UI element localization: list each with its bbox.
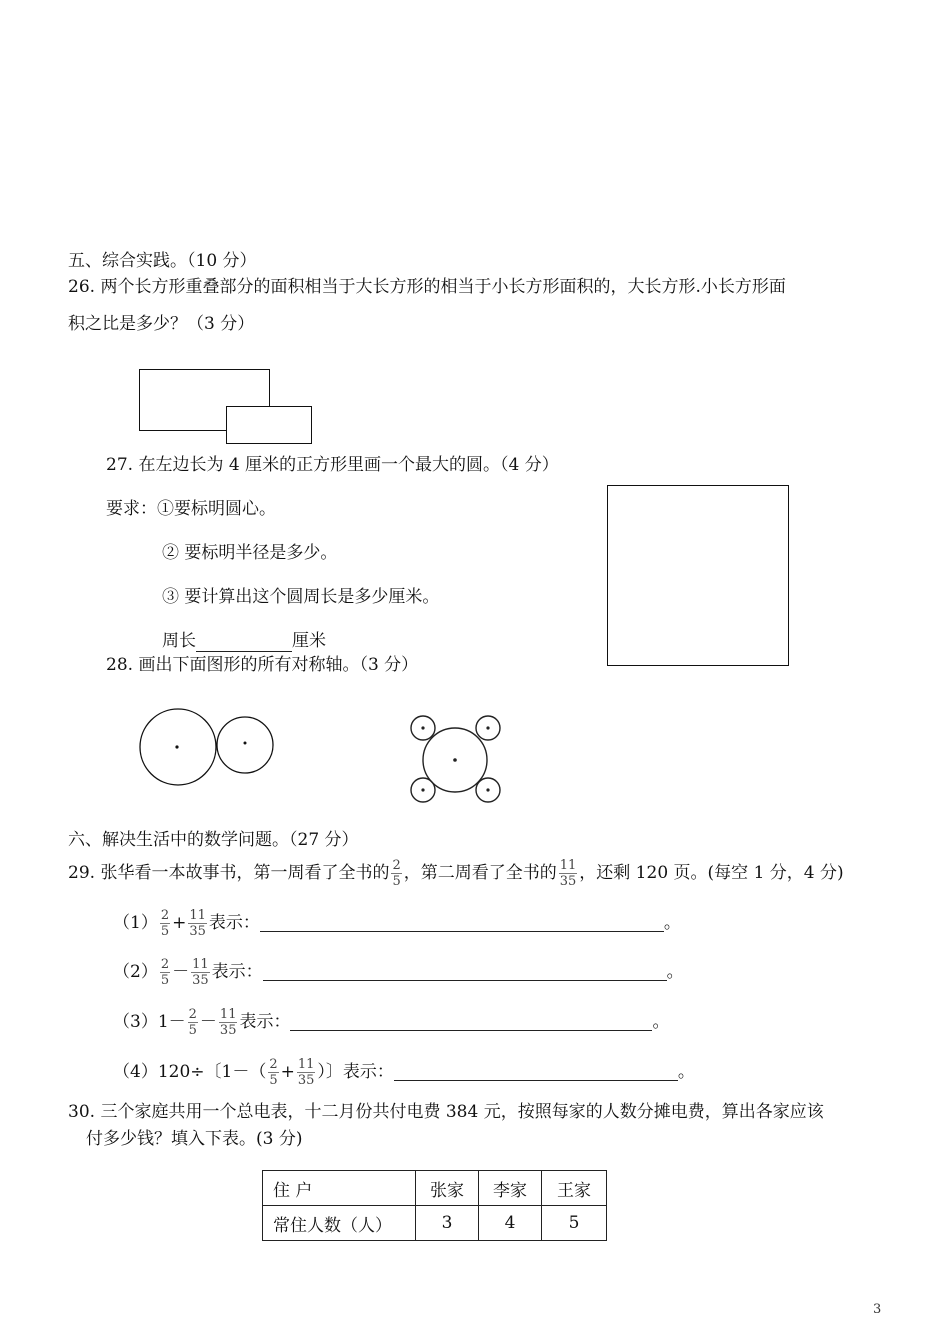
end-mark: 。 [663, 913, 681, 933]
q29-item-4 [113, 1051, 695, 1093]
table-cell: 4 [479, 1206, 542, 1241]
page-number: 3 [873, 1302, 882, 1317]
fraction-eleven-35ths: $\frac{11}{35}$ [192, 957, 209, 988]
fraction-eleven-35ths: $\frac{11}{35}$ [219, 1007, 237, 1038]
q29-stem [68, 852, 844, 894]
square-4cm [607, 485, 789, 666]
q27-requirement-2: ② 要标明半径是多少。 [162, 543, 338, 563]
item-label: （2） [113, 962, 158, 982]
q29-item-2 [113, 951, 684, 993]
perimeter-unit: 厘米 [292, 631, 326, 651]
fraction-eleven-35ths: $\frac{11}{35}$ [297, 1057, 315, 1088]
item-meaning-label: ）〕表示： [317, 1062, 394, 1082]
five-circles-figure [400, 706, 515, 812]
table-row [263, 1171, 607, 1206]
q27-title: 27. 在左边长为 4 厘米的正方形里画一个最大的圆。（4 分） [106, 455, 559, 475]
section-five-title: 五、综合实践。（10 分） [68, 251, 257, 271]
q29-stem-part2: ，第二周看了全书的 [403, 863, 557, 883]
fraction-two-fifths: $\frac{2}{5}$ [392, 858, 401, 889]
operator: － [172, 962, 190, 982]
q30-text-line1: 30. 三个家庭共用一个总电表，十二月份共付电费 384 元，按照每家的人数分摊电费，算出各家应该 [68, 1102, 824, 1122]
fraction-two-fifths: $\frac{2}{5}$ [269, 1057, 278, 1088]
fraction-two-fifths: $\frac{2}{5}$ [188, 1007, 197, 1038]
section-six-title: 六、解决生活中的数学问题。（27 分） [68, 830, 359, 850]
table-row [263, 1206, 607, 1241]
item-label: （1） [113, 913, 158, 933]
fraction-eleven-35ths: $\frac{11}{35}$ [559, 858, 577, 889]
answer-blank-4[interactable] [394, 1062, 678, 1081]
table-cell: 常住人数（人） [263, 1206, 416, 1241]
operator: + [172, 913, 187, 933]
table-cell: 5 [542, 1206, 607, 1241]
two-circles-figure [130, 700, 290, 800]
q29-stem-part3: ，还剩 120 页。(每空 1 分，4 分) [579, 863, 844, 883]
fraction-two-fifths: $\frac{2}{5}$ [160, 957, 170, 988]
item-meaning-label: 表示： [239, 1012, 291, 1032]
small-rectangle [226, 406, 312, 444]
q29-item-1 [113, 902, 681, 944]
operator: － [199, 1012, 217, 1032]
fraction-eleven-35ths: $\frac{11}{35}$ [189, 908, 206, 939]
answer-blank-2[interactable] [263, 962, 667, 981]
q28-title: 28. 画出下面图形的所有对称轴。（3 分） [106, 655, 419, 675]
answer-blank-3[interactable] [290, 1012, 652, 1031]
q29-stem-part1: 29. 张华看一本故事书，第一周看了全书的 [68, 863, 390, 883]
table-header-cell: 张家 [416, 1171, 479, 1206]
table-cell: 3 [416, 1206, 479, 1241]
q27-requirement-3: ③ 要计算出这个圆周长是多少厘米。 [162, 587, 440, 607]
fraction-two-fifths: $\frac{2}{5}$ [160, 908, 170, 939]
operator: + [280, 1062, 295, 1082]
end-mark: 。 [677, 1062, 695, 1082]
q27-perimeter-line [162, 630, 326, 652]
table-header-cell: 住 户 [263, 1171, 416, 1206]
table-header-cell: 王家 [542, 1171, 607, 1206]
end-mark: 。 [666, 962, 684, 982]
q27-requirement-1: 要求：①要标明圆心。 [106, 499, 276, 519]
item-label: （3）1－ [113, 1012, 186, 1032]
answer-blank-1[interactable] [260, 913, 664, 932]
perimeter-label: 周长 [162, 631, 196, 651]
q30-text-line2: 付多少钱？填入下表。(3 分) [86, 1129, 303, 1149]
household-table [262, 1170, 607, 1241]
table-header-cell: 李家 [479, 1171, 542, 1206]
q26-text-line1: 26. 两个长方形重叠部分的面积相当于大长方形的相当于小长方形面积的，大长方形.小长方形面 [68, 277, 786, 297]
q29-item-3 [113, 1001, 669, 1043]
item-label: （4）120÷〔1－（ [113, 1062, 267, 1082]
end-mark: 。 [652, 1012, 670, 1032]
item-meaning-label: 表示： [208, 913, 260, 933]
item-meaning-label: 表示： [211, 962, 263, 982]
perimeter-answer-blank[interactable] [196, 633, 292, 652]
q26-text-line2: 积之比是多少？（3 分） [68, 314, 255, 334]
